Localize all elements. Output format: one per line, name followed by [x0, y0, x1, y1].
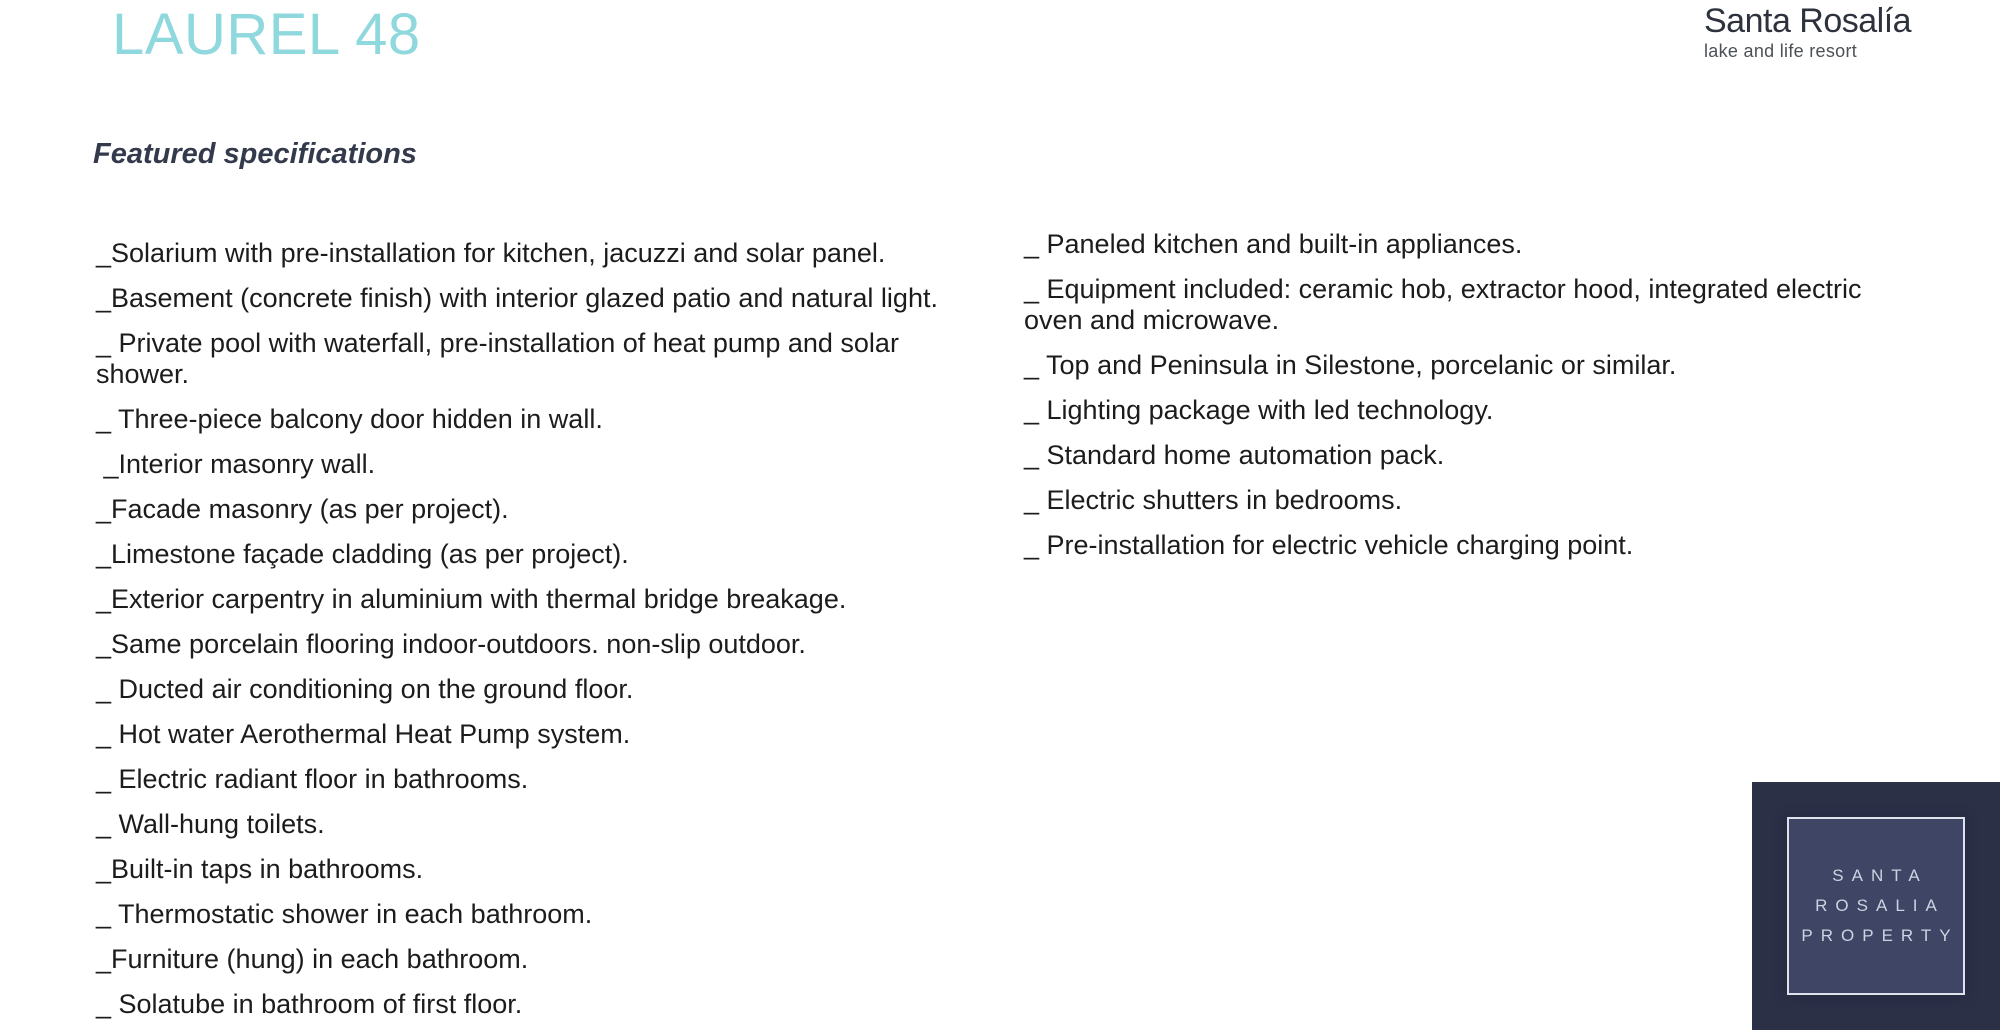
footer-logo-line: PROPERTY	[1801, 926, 1959, 945]
page-title: LAUREL 48	[112, 2, 421, 67]
spec-item: _ Top and Peninsula in Silestone, porcelanic or similar.	[1024, 350, 1677, 380]
spec-item: _Solarium with pre-installation for kitchen, jacuzzi and solar panel.	[96, 238, 886, 268]
spec-list-left	[96, 238, 976, 1030]
spec-item: _ Thermostatic shower in each bathroom.	[96, 899, 593, 929]
spec-item: _ Paneled kitchen and built-in appliances.	[1024, 229, 1523, 259]
santa-rosalia-property-logo	[1752, 782, 2000, 1030]
spec-list-right	[1024, 229, 1884, 575]
footer-logo-line: SANTA	[1832, 866, 1928, 885]
spec-item: _Interior masonry wall.	[96, 449, 376, 479]
spec-item: _Exterior carpentry in aluminium with thermal bridge breakage.	[96, 584, 847, 614]
footer-logo-line: ROSALIA	[1815, 896, 1945, 915]
spec-item: _Furniture (hung) in each bathroom.	[96, 944, 529, 974]
spec-item: _ Three-piece balcony door hidden in wall.	[96, 404, 603, 434]
spec-item: _ Electric radiant floor in bathrooms.	[96, 764, 529, 794]
spec-item: _ Private pool with waterfall, pre-installation of heat pump and solar shower.	[96, 328, 907, 389]
brand-tagline: lake and life resort	[1704, 41, 1858, 61]
spec-item: _ Wall-hung toilets.	[96, 809, 325, 839]
spec-item: _ Electric shutters in bedrooms.	[1024, 485, 1403, 515]
spec-item: _Facade masonry (as per project).	[96, 494, 509, 524]
spec-item: _ Ducted air conditioning on the ground floor.	[96, 674, 634, 704]
spec-item: _Built-in taps in bathrooms.	[96, 854, 424, 884]
spec-item: _ Pre-installation for electric vehicle charging point.	[1024, 530, 1634, 560]
brand-name: Santa Rosalía	[1704, 2, 1912, 40]
spec-item: _ Standard home automation pack.	[1024, 440, 1445, 470]
spec-item: _Limestone façade cladding (as per project).	[96, 539, 629, 569]
spec-item: _Basement (concrete finish) with interior glazed patio and natural light.	[96, 283, 938, 313]
spec-item: _Same porcelain flooring indoor-outdoors. non-slip outdoor.	[96, 629, 806, 659]
spec-item: _ Equipment included: ceramic hob, extractor hood, integrated electric oven and microwave.	[1024, 274, 1869, 335]
spec-item: _ Hot water Aerothermal Heat Pump system.	[96, 719, 631, 749]
santa-rosalia-logo	[1704, 1, 1911, 61]
spec-item: _ Solatube in bathroom of first floor.	[96, 989, 523, 1019]
footer-logo-frame	[1787, 817, 1965, 995]
spec-item: _ Lighting package with led technology.	[1024, 395, 1494, 425]
section-heading: Featured specifications	[93, 138, 417, 170]
